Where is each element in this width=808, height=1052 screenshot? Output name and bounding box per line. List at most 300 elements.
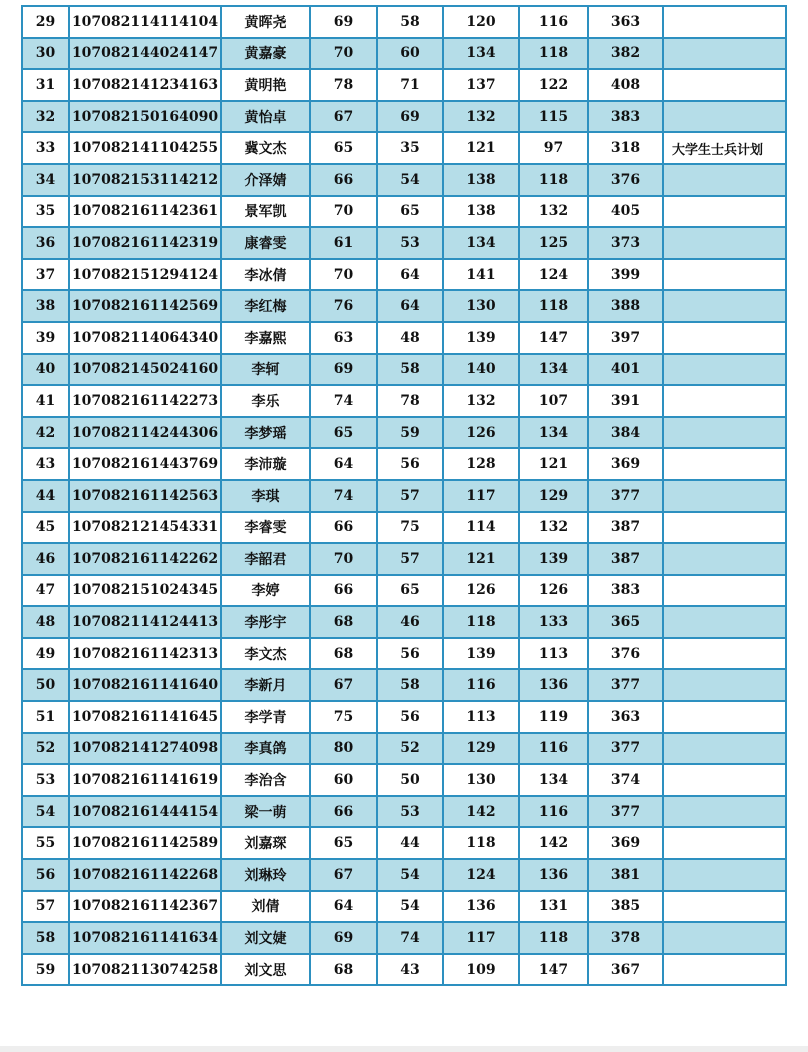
remark-cell [663, 227, 786, 259]
table-row [22, 101, 786, 133]
table-row [22, 891, 786, 923]
score-subject2-cell: 136 [519, 859, 588, 891]
score-subject1-cell: 142 [443, 796, 519, 828]
row-number-cell: 39 [22, 322, 69, 354]
student-name-cell: 介泽婧 [221, 164, 310, 196]
score-subject1-cell: 132 [443, 385, 519, 417]
table-row [22, 227, 786, 259]
total-score-cell: 367 [588, 954, 663, 986]
total-score-cell: 377 [588, 796, 663, 828]
score-english-cell: 75 [377, 512, 443, 544]
table-row [22, 922, 786, 954]
student-name-cell: 李嘉熙 [221, 322, 310, 354]
score-politics-cell: 63 [310, 322, 377, 354]
score-subject1-cell: 117 [443, 922, 519, 954]
table-row [22, 38, 786, 70]
score-subject1-cell: 130 [443, 290, 519, 322]
score-politics-cell: 60 [310, 764, 377, 796]
score-english-cell: 64 [377, 290, 443, 322]
score-english-cell: 69 [377, 101, 443, 133]
table-row [22, 196, 786, 228]
score-politics-cell: 70 [310, 543, 377, 575]
total-score-cell: 381 [588, 859, 663, 891]
row-number-cell: 57 [22, 891, 69, 923]
student-name-cell: 李文杰 [221, 638, 310, 670]
row-number-cell: 46 [22, 543, 69, 575]
student-name-cell: 康睿雯 [221, 227, 310, 259]
score-english-cell: 53 [377, 796, 443, 828]
student-name-cell: 黄嘉豪 [221, 38, 310, 70]
total-score-cell: 401 [588, 354, 663, 386]
row-number-cell: 40 [22, 354, 69, 386]
page-bottom-edge [0, 1046, 808, 1052]
student-name-cell: 李梦瑶 [221, 417, 310, 449]
total-score-cell: 388 [588, 290, 663, 322]
score-english-cell: 74 [377, 922, 443, 954]
total-score-cell: 387 [588, 543, 663, 575]
score-subject1-cell: 124 [443, 859, 519, 891]
score-english-cell: 58 [377, 6, 443, 38]
total-score-cell: 363 [588, 6, 663, 38]
score-subject1-cell: 134 [443, 227, 519, 259]
score-subject2-cell: 116 [519, 733, 588, 765]
exam-id-cell: 107082141104255 [69, 132, 221, 164]
score-politics-cell: 65 [310, 827, 377, 859]
total-score-cell: 363 [588, 701, 663, 733]
remark-cell [663, 859, 786, 891]
exam-id-cell: 107082161142367 [69, 891, 221, 923]
table-row [22, 859, 786, 891]
score-subject1-cell: 109 [443, 954, 519, 986]
total-score-cell: 377 [588, 669, 663, 701]
row-number-cell: 48 [22, 606, 69, 638]
table-row [22, 669, 786, 701]
row-number-cell: 45 [22, 512, 69, 544]
total-score-cell: 377 [588, 480, 663, 512]
score-english-cell: 57 [377, 480, 443, 512]
score-subject1-cell: 121 [443, 543, 519, 575]
score-english-cell: 50 [377, 764, 443, 796]
score-politics-cell: 65 [310, 132, 377, 164]
score-subject2-cell: 134 [519, 354, 588, 386]
score-subject1-cell: 139 [443, 322, 519, 354]
total-score-cell: 405 [588, 196, 663, 228]
total-score-cell: 391 [588, 385, 663, 417]
score-subject2-cell: 147 [519, 322, 588, 354]
score-subject1-cell: 116 [443, 669, 519, 701]
table-row [22, 606, 786, 638]
remark-cell [663, 543, 786, 575]
score-politics-cell: 61 [310, 227, 377, 259]
table-row [22, 69, 786, 101]
score-subject2-cell: 133 [519, 606, 588, 638]
row-number-cell: 32 [22, 101, 69, 133]
score-subject2-cell: 118 [519, 290, 588, 322]
score-subject1-cell: 132 [443, 101, 519, 133]
score-table-body [22, 6, 786, 985]
score-politics-cell: 80 [310, 733, 377, 765]
score-politics-cell: 78 [310, 69, 377, 101]
student-name-cell: 刘嘉琛 [221, 827, 310, 859]
score-subject2-cell: 115 [519, 101, 588, 133]
score-politics-cell: 70 [310, 196, 377, 228]
table-row [22, 385, 786, 417]
total-score-cell: 376 [588, 638, 663, 670]
remark-cell [663, 101, 786, 133]
table-row [22, 354, 786, 386]
student-name-cell: 李轲 [221, 354, 310, 386]
remark-cell [663, 954, 786, 986]
table-row [22, 417, 786, 449]
score-subject2-cell: 113 [519, 638, 588, 670]
score-subject1-cell: 140 [443, 354, 519, 386]
score-english-cell: 52 [377, 733, 443, 765]
score-politics-cell: 75 [310, 701, 377, 733]
remark-cell [663, 512, 786, 544]
score-english-cell: 59 [377, 417, 443, 449]
score-subject2-cell: 129 [519, 480, 588, 512]
score-subject2-cell: 118 [519, 164, 588, 196]
row-number-cell: 59 [22, 954, 69, 986]
student-name-cell: 李学青 [221, 701, 310, 733]
score-subject1-cell: 117 [443, 480, 519, 512]
table-row [22, 259, 786, 291]
score-subject1-cell: 138 [443, 164, 519, 196]
table-row [22, 132, 786, 164]
score-english-cell: 65 [377, 196, 443, 228]
student-name-cell: 李红梅 [221, 290, 310, 322]
student-name-cell: 李韶君 [221, 543, 310, 575]
score-subject1-cell: 137 [443, 69, 519, 101]
row-number-cell: 49 [22, 638, 69, 670]
remark-cell [663, 669, 786, 701]
score-english-cell: 58 [377, 354, 443, 386]
remark-cell [663, 764, 786, 796]
table-row [22, 733, 786, 765]
exam-id-cell: 107082161141645 [69, 701, 221, 733]
exam-id-cell: 107082153114212 [69, 164, 221, 196]
score-subject1-cell: 121 [443, 132, 519, 164]
total-score-cell: 378 [588, 922, 663, 954]
score-subject2-cell: 116 [519, 796, 588, 828]
student-name-cell: 李冰倩 [221, 259, 310, 291]
score-english-cell: 56 [377, 701, 443, 733]
score-subject1-cell: 118 [443, 827, 519, 859]
row-number-cell: 31 [22, 69, 69, 101]
score-subject1-cell: 120 [443, 6, 519, 38]
row-number-cell: 50 [22, 669, 69, 701]
exam-id-cell: 107082121454331 [69, 512, 221, 544]
score-english-cell: 54 [377, 164, 443, 196]
row-number-cell: 35 [22, 196, 69, 228]
exam-id-cell: 107082114064340 [69, 322, 221, 354]
remark-cell [663, 638, 786, 670]
score-subject2-cell: 142 [519, 827, 588, 859]
remark-cell [663, 417, 786, 449]
student-name-cell: 刘倩 [221, 891, 310, 923]
score-subject2-cell: 107 [519, 385, 588, 417]
exam-id-cell: 107082161443769 [69, 448, 221, 480]
total-score-cell: 399 [588, 259, 663, 291]
table-row [22, 954, 786, 986]
score-english-cell: 54 [377, 859, 443, 891]
score-politics-cell: 67 [310, 859, 377, 891]
score-subject2-cell: 132 [519, 196, 588, 228]
exam-id-cell: 107082141274098 [69, 733, 221, 765]
score-english-cell: 58 [377, 669, 443, 701]
student-name-cell: 黄明艳 [221, 69, 310, 101]
total-score-cell: 376 [588, 164, 663, 196]
score-english-cell: 65 [377, 575, 443, 607]
total-score-cell: 377 [588, 733, 663, 765]
table-row [22, 448, 786, 480]
row-number-cell: 34 [22, 164, 69, 196]
remark-cell [663, 733, 786, 765]
score-politics-cell: 66 [310, 796, 377, 828]
score-subject2-cell: 124 [519, 259, 588, 291]
score-politics-cell: 66 [310, 164, 377, 196]
score-english-cell: 48 [377, 322, 443, 354]
table-row [22, 512, 786, 544]
row-number-cell: 41 [22, 385, 69, 417]
student-name-cell: 刘琳玲 [221, 859, 310, 891]
exam-id-cell: 107082150164090 [69, 101, 221, 133]
exam-id-cell: 107082161141634 [69, 922, 221, 954]
student-name-cell: 李婷 [221, 575, 310, 607]
total-score-cell: 384 [588, 417, 663, 449]
row-number-cell: 33 [22, 132, 69, 164]
score-politics-cell: 64 [310, 448, 377, 480]
score-english-cell: 71 [377, 69, 443, 101]
table-row [22, 290, 786, 322]
score-subject2-cell: 134 [519, 417, 588, 449]
remark-cell [663, 480, 786, 512]
total-score-cell: 382 [588, 38, 663, 70]
score-subject1-cell: 126 [443, 417, 519, 449]
remark-cell [663, 322, 786, 354]
score-subject2-cell: 125 [519, 227, 588, 259]
table-row [22, 827, 786, 859]
score-politics-cell: 69 [310, 6, 377, 38]
table-row [22, 480, 786, 512]
exam-id-cell: 107082161142589 [69, 827, 221, 859]
exam-id-cell: 107082161142569 [69, 290, 221, 322]
table-row [22, 764, 786, 796]
row-number-cell: 30 [22, 38, 69, 70]
score-english-cell: 46 [377, 606, 443, 638]
student-name-cell: 刘文婕 [221, 922, 310, 954]
exam-id-cell: 107082161142262 [69, 543, 221, 575]
student-name-cell: 李真鸽 [221, 733, 310, 765]
row-number-cell: 36 [22, 227, 69, 259]
score-politics-cell: 70 [310, 259, 377, 291]
score-english-cell: 78 [377, 385, 443, 417]
score-english-cell: 43 [377, 954, 443, 986]
total-score-cell: 373 [588, 227, 663, 259]
score-politics-cell: 64 [310, 891, 377, 923]
remark-cell [663, 827, 786, 859]
remark-cell [663, 290, 786, 322]
score-politics-cell: 69 [310, 922, 377, 954]
score-subject1-cell: 114 [443, 512, 519, 544]
remark-cell [663, 701, 786, 733]
score-politics-cell: 70 [310, 38, 377, 70]
total-score-cell: 408 [588, 69, 663, 101]
score-english-cell: 54 [377, 891, 443, 923]
exam-id-cell: 107082161142361 [69, 196, 221, 228]
score-politics-cell: 74 [310, 480, 377, 512]
total-score-cell: 369 [588, 827, 663, 859]
remark-cell [663, 354, 786, 386]
score-english-cell: 64 [377, 259, 443, 291]
remark-cell [663, 164, 786, 196]
remark-cell [663, 922, 786, 954]
row-number-cell: 44 [22, 480, 69, 512]
score-politics-cell: 66 [310, 512, 377, 544]
score-subject2-cell: 139 [519, 543, 588, 575]
exam-id-cell: 107082114124413 [69, 606, 221, 638]
score-politics-cell: 68 [310, 606, 377, 638]
exam-id-cell: 107082161141640 [69, 669, 221, 701]
table-row [22, 322, 786, 354]
table-row [22, 543, 786, 575]
student-name-cell: 冀文杰 [221, 132, 310, 164]
exam-id-cell: 107082114114104 [69, 6, 221, 38]
row-number-cell: 43 [22, 448, 69, 480]
student-name-cell: 景军凯 [221, 196, 310, 228]
table-row [22, 638, 786, 670]
student-name-cell: 李彤宇 [221, 606, 310, 638]
exam-id-cell: 107082161142313 [69, 638, 221, 670]
total-score-cell: 383 [588, 575, 663, 607]
student-name-cell: 李沛璇 [221, 448, 310, 480]
score-politics-cell: 74 [310, 385, 377, 417]
table-row [22, 164, 786, 196]
score-subject1-cell: 141 [443, 259, 519, 291]
remark-cell [663, 69, 786, 101]
score-subject1-cell: 113 [443, 701, 519, 733]
remark-cell [663, 385, 786, 417]
score-subject2-cell: 119 [519, 701, 588, 733]
score-politics-cell: 65 [310, 417, 377, 449]
score-english-cell: 56 [377, 638, 443, 670]
exam-id-cell: 107082113074258 [69, 954, 221, 986]
score-subject2-cell: 122 [519, 69, 588, 101]
row-number-cell: 55 [22, 827, 69, 859]
total-score-cell: 318 [588, 132, 663, 164]
student-name-cell: 刘文思 [221, 954, 310, 986]
total-score-cell: 369 [588, 448, 663, 480]
row-number-cell: 37 [22, 259, 69, 291]
score-subject1-cell: 118 [443, 606, 519, 638]
score-subject2-cell: 116 [519, 6, 588, 38]
row-number-cell: 42 [22, 417, 69, 449]
total-score-cell: 397 [588, 322, 663, 354]
row-number-cell: 47 [22, 575, 69, 607]
student-name-cell: 李治含 [221, 764, 310, 796]
table-row [22, 701, 786, 733]
total-score-cell: 365 [588, 606, 663, 638]
row-number-cell: 29 [22, 6, 69, 38]
remark-cell [663, 196, 786, 228]
total-score-cell: 387 [588, 512, 663, 544]
score-politics-cell: 67 [310, 669, 377, 701]
score-table [21, 5, 787, 986]
total-score-cell: 383 [588, 101, 663, 133]
score-subject1-cell: 129 [443, 733, 519, 765]
exam-id-cell: 107082161141619 [69, 764, 221, 796]
score-politics-cell: 69 [310, 354, 377, 386]
score-subject2-cell: 131 [519, 891, 588, 923]
score-english-cell: 56 [377, 448, 443, 480]
student-name-cell: 李乐 [221, 385, 310, 417]
exam-id-cell: 107082114244306 [69, 417, 221, 449]
score-politics-cell: 68 [310, 638, 377, 670]
row-number-cell: 38 [22, 290, 69, 322]
row-number-cell: 52 [22, 733, 69, 765]
table-row [22, 6, 786, 38]
row-number-cell: 56 [22, 859, 69, 891]
remark-cell [663, 448, 786, 480]
score-subject2-cell: 136 [519, 669, 588, 701]
remark-cell [663, 575, 786, 607]
score-subject2-cell: 132 [519, 512, 588, 544]
student-name-cell: 梁一萌 [221, 796, 310, 828]
score-subject1-cell: 130 [443, 764, 519, 796]
score-subject2-cell: 118 [519, 38, 588, 70]
score-subject2-cell: 134 [519, 764, 588, 796]
table-row [22, 796, 786, 828]
score-subject1-cell: 126 [443, 575, 519, 607]
row-number-cell: 53 [22, 764, 69, 796]
exam-id-cell: 107082151294124 [69, 259, 221, 291]
remark-cell [663, 259, 786, 291]
score-subject2-cell: 97 [519, 132, 588, 164]
score-subject1-cell: 139 [443, 638, 519, 670]
exam-id-cell: 107082161444154 [69, 796, 221, 828]
score-politics-cell: 76 [310, 290, 377, 322]
exam-id-cell: 107082161142563 [69, 480, 221, 512]
score-english-cell: 53 [377, 227, 443, 259]
student-name-cell: 李睿雯 [221, 512, 310, 544]
score-politics-cell: 68 [310, 954, 377, 986]
exam-id-cell: 107082144024147 [69, 38, 221, 70]
remark-cell [663, 606, 786, 638]
exam-id-cell: 107082145024160 [69, 354, 221, 386]
score-subject2-cell: 126 [519, 575, 588, 607]
row-number-cell: 58 [22, 922, 69, 954]
remark-cell [663, 38, 786, 70]
exam-id-cell: 107082161142268 [69, 859, 221, 891]
score-subject2-cell: 147 [519, 954, 588, 986]
student-name-cell: 黄晖尧 [221, 6, 310, 38]
table-row [22, 575, 786, 607]
score-politics-cell: 66 [310, 575, 377, 607]
score-subject1-cell: 136 [443, 891, 519, 923]
row-number-cell: 54 [22, 796, 69, 828]
score-subject1-cell: 138 [443, 196, 519, 228]
total-score-cell: 374 [588, 764, 663, 796]
student-name-cell: 李琪 [221, 480, 310, 512]
remark-cell [663, 796, 786, 828]
remark-cell [663, 891, 786, 923]
score-english-cell: 35 [377, 132, 443, 164]
exam-id-cell: 107082141234163 [69, 69, 221, 101]
score-english-cell: 57 [377, 543, 443, 575]
score-english-cell: 44 [377, 827, 443, 859]
total-score-cell: 385 [588, 891, 663, 923]
score-subject2-cell: 118 [519, 922, 588, 954]
